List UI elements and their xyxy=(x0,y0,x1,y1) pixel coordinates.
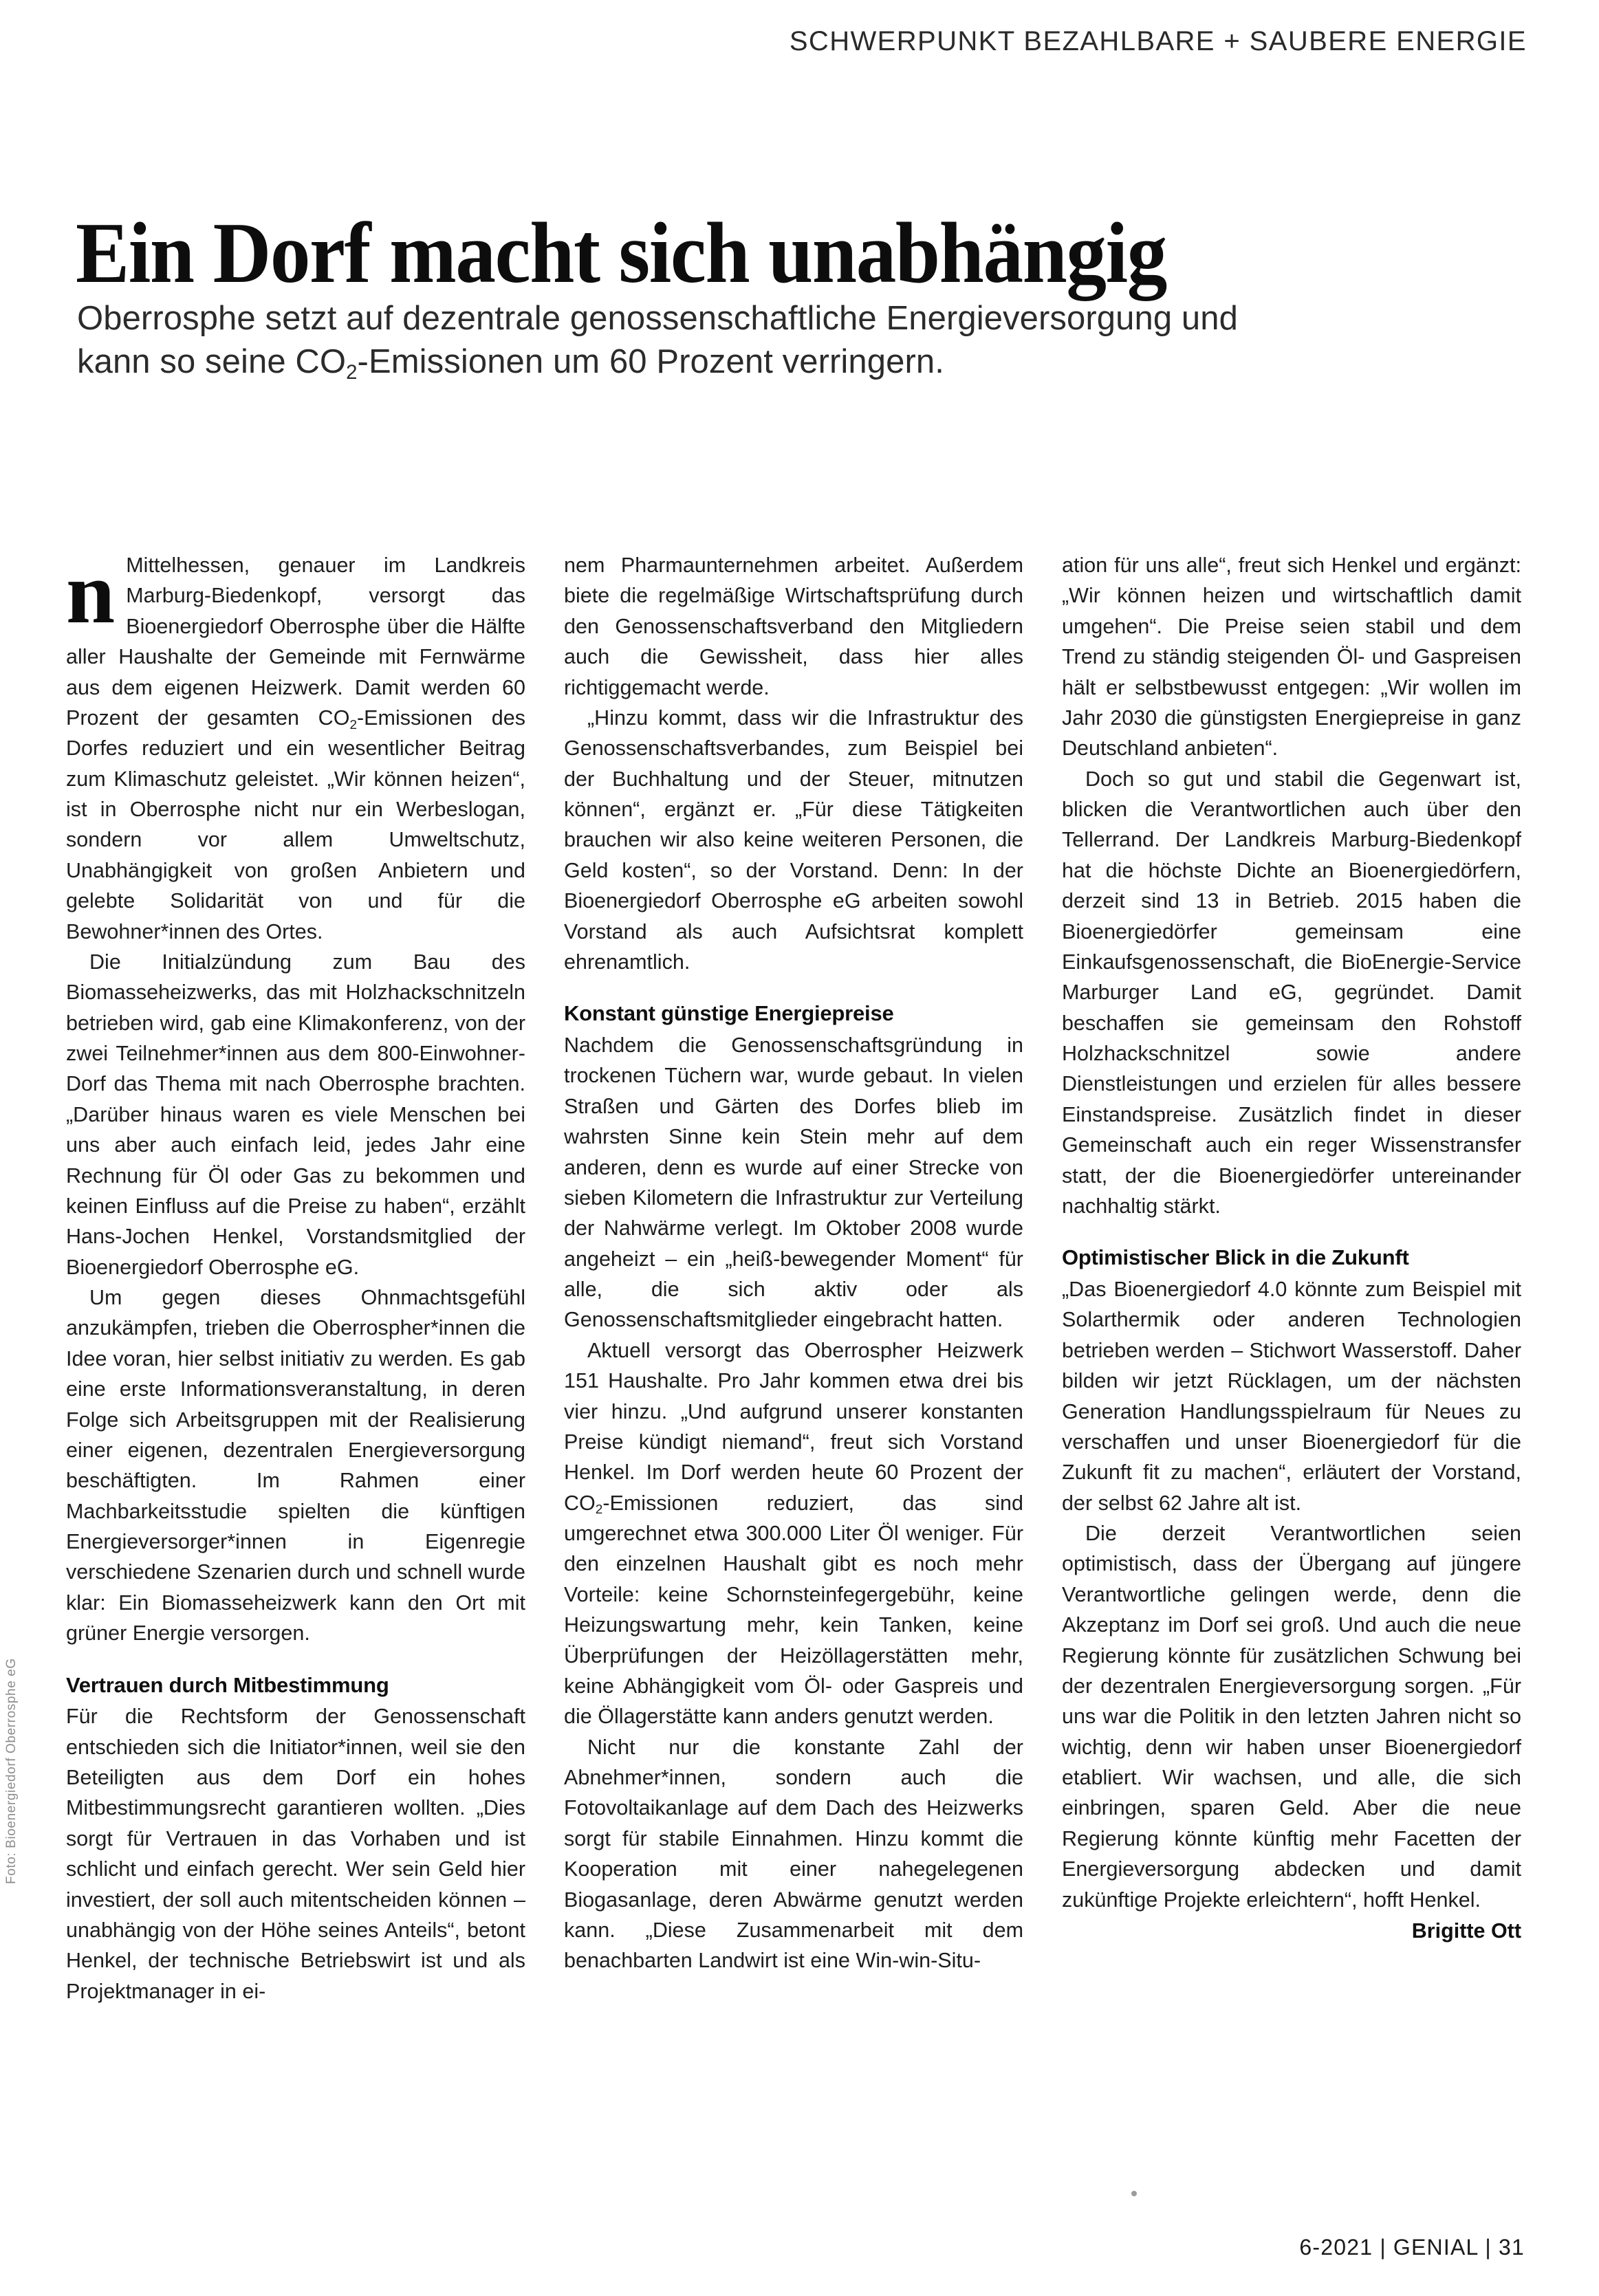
paragraph-text: nMittelhessen, genauer im Landkreis Marburg-Biedenkopf, versorgt das Bioenergiedorf Oberrosphe über die Hälfte aller Haushalte der Gemeinde mit Fernwärme aus dem eigenen Heizwerk. Damit werden 60 Prozent der gesamten CO xyxy=(66,544,525,730)
paragraph: Die derzeit Verantwortlichen seien optimistisch, dass der Übergang auf jüngere Verantwortliche gelingen werde, denn die Akzeptanz im Dorf sei groß. Und auch die neue Regierung könnte für zusätzlichen Schwung bei der dezentralen Energieversorgung sorgen. „Für uns war die Politik in den letzten Jahren nicht so wichtig, denn wir haben unser Bioenergiedorf etabliert. Wir wachsen, und alle, die sich einbringen, sparen Geld. Aber die neue Regierung könnte künftig mehr Facetten der Energieversorgung abdecken und damit zukünftige Projekte erleichtern“, hofft Henkel. xyxy=(1062,1522,1521,1912)
paragraph: Für die Rechtsform der Genossenschaft entschieden sich die Initiator*innen, weil sie den Beteiligten aus dem Dorf ein hohes Mitbestimmungsrecht garantieren wollten. „Dies sorgt für Vertrauen in das Vorhaben und ist schlicht und einfach gerecht. Wer sein Geld hier investiert, der soll auch mitentscheiden können – unabhängig von der Höhe seines Anteils“, betont Henkel, der technische Betriebswirt ist und als Projektmanager in ei- xyxy=(66,1705,525,2003)
section-subheading-energiepreise: Konstant günstige Energiepreise xyxy=(564,1001,894,1026)
paragraph: „Das Bioenergiedorf 4.0 könnte zum Beispiel mit Solarthermik oder anderen Technologien betrieben werden – Stichwort Wasserstoff. Daher bilden wir jetzt Rücklagen, um der nächsten Generation Handlungsspielraum für Neues zu verschaffen und unser Bioenergiedorf für die Zukunft fit zu machen“, erläutert der Vorstand, der selbst 62 Jahre alt ist. xyxy=(1062,1278,1521,1515)
page-folio: 6-2021 | GENIAL | 31 xyxy=(1299,2235,1525,2260)
paragraph-text-continued: -Emissionen des Dorfes reduziert und ein wesentlicher Beitrag zum Klimaschutz geleistet. „Wir können heizen“, ist in Oberrosphe nicht nur ein Werbeslogan, sondern vor allem Umweltschutz, Unabhängigkeit von großen Anbietern und gelebte Solidarität von und für die Bewohner*innen des Ortes. xyxy=(66,706,525,943)
paragraph: Die Initialzündung zum Bau des Biomasseheizwerks, das mit Holzhackschnitzeln betrieben wird, gab eine Klimakonferenz, von der zwei Teilnehmer*innen aus dem 800-Einwohner-Dorf das Thema mit nach Oberrosphe brachten. „Darüber hinaus waren es viele Menschen bei uns aber auch einfach leid, jedes Jahr eine Rechnung für Öl oder Gas zu bekommen und keinen Einfluss auf die Preise zu haben“, erzählt Hans-Jochen Henkel, Vorstandsmitglied der Bioenergiedorf Oberrosphe eG. xyxy=(66,950,525,1279)
printers-mark-icon xyxy=(1131,2191,1137,2196)
body-columns xyxy=(66,544,1523,2132)
text-column-2 xyxy=(564,550,1023,1976)
co2-subscript: 2 xyxy=(346,361,358,384)
deck-line-2-prefix: kann so seine CO xyxy=(77,342,347,380)
paragraph-text-continued: -Emissionen reduziert, das sind umgerechnet etwa 300.000 Liter Öl weniger. Für den einzelnen Haushalt gibt es noch mehr Vorteile: keine Schornsteinfegergebühr, keine Heizungswartung mehr, kein Tanken, keine Überprüfungen der Heizöllagerstätten mehr, keine Abhängigkeit vom Öl- oder Gaspreis und die Öllagerstätte kann anders genutzt werden. xyxy=(564,1491,1023,1729)
author-byline: Brigitte Ott xyxy=(1411,1918,1521,1943)
section-subheading-zukunft: Optimistischer Blick in die Zukunft xyxy=(1062,1245,1409,1270)
text-column-3 xyxy=(1062,550,1521,1943)
paragraph: „Hinzu kommt, dass wir die Infrastruktur des Genossenschaftsverbandes, zum Beispiel bei der Buchhaltung und der Steuer, mitnutzen können“, ergänzt er. „Für diese Tätigkeiten brauchen wir also keine weiteren Personen, die Geld kosten“, so der Vorstand. Denn: In der Bioenergiedorf Oberrosphe eG arbeiten sowohl Vorstand als auch Aufsichtsrat komplett ehrenamtlich. xyxy=(564,706,1023,974)
paragraph: Doch so gut und stabil die Gegenwart ist, blicken die Verantwortlichen auch über den Tellerrand. Der Landkreis Marburg-Biedenkopf hat die höchste Dichte an Bioenergiedörfern, derzeit sind 13 in Betrieb. 2015 haben die Bioenergiedörfer gemeinsam eine Einkaufsgenossenschaft, die BioEnergie-Service Marburger Land eG, gegründet. Damit beschaffen sie gemeinsam den Rohstoff Holzhackschnitzel sowie andere Dienstleistungen und erzielen für alles bessere Einstandspreise. Zusätzlich findet in dieser Gemeinschaft auch ein reger Wissenstransfer statt, der die Bioenergiedörfer untereinander nachhaltig stärkt. xyxy=(1062,767,1521,1218)
deck-line-2-suffix: -Emissionen um 60 Prozent verringern. xyxy=(357,342,944,380)
paragraph: ation für uns alle“, freut sich Henkel und ergänzt: „Wir können heizen und wirtschaftlich damit umgehen“. Die Preise seien stabil und dem Trend zu ständig steigenden Öl- und Gaspreisen hält er selbstbewusst entgegen: „Wir wollen im Jahr 2030 die günstigsten Energiepreise in ganz Deutschland anbieten“. xyxy=(1062,554,1521,761)
co2-subscript: 2 xyxy=(349,717,357,732)
paragraph xyxy=(564,1335,1023,1732)
paragraph: Um gegen dieses Ohnmachtsgefühl anzukämpfen, trieben die Oberrospher*innen die Idee voran, hier selbst initiativ zu werden. Es gab eine erste Informationsveranstaltung, in deren Folge sich Arbeitsgruppen mit der Realisierung einer eigenen, dezentralen Energieversorgung beschäftigten. Im Rahmen einer Machbarkeitsstudie spielten die künftigen Energieversorger*innen in Eigenregie verschiedene Szenarien durch und schnell wurde klar: Ein Biomasseheizwerk kann den Ort mit grüner Energie versorgen. xyxy=(66,1286,525,1646)
paragraph-text: Aktuell versorgt das Oberrospher Heizwerk 151 Haushalte. Pro Jahr kommen etwa drei bis vier hinzu. „Und aufgrund unserer konstanten Preise kündigt niemand“, freut sich Vorstand Henkel. Im Dorf werden heute 60 Prozent der CO xyxy=(564,1338,1023,1515)
paragraph: nem Pharmaunternehmen arbeitet. Außerdem biete die regelmäßige Wirtschaftsprüfung durch den Genossenschaftsverband den Mitgliedern auch die Gewissheit, dass hier alles richtiggemacht werde. xyxy=(564,554,1023,699)
deck-line-1: Oberrosphe setzt auf dezentrale genossenschaftliche Energieversorgung und xyxy=(77,300,1238,337)
article-deck xyxy=(77,297,1315,383)
co2-subscript: 2 xyxy=(595,1502,603,1518)
page-title: Ein Dorf macht sich unabhängig xyxy=(76,206,1166,302)
running-head: SCHWERPUNKT BEZAHLBARE + SAUBERE ENERGIE xyxy=(789,26,1527,56)
paragraph xyxy=(66,544,525,947)
photo-credit: Foto: Bioenergiedorf Oberrosphe eG xyxy=(4,1658,19,1884)
paragraph: Nachdem die Genossenschaftsgründung in trockenen Tüchern war, wurde gebaut. In vielen Straßen und Gärten des Dorfes blieb im wahrsten Sinne kein Stein mehr auf dem anderen, denn es wurde auf einer Strecke von sieben Kilometern die Infrastruktur zur Verteilung der Nahwärme verlegt. Im Oktober 2008 wurde angeheizt – ein „heiß-bewegender Moment“ für alle, die sich aktiv oder als Genossenschaftsmitglieder eingebracht hatten. xyxy=(564,1034,1023,1332)
text-column-1 xyxy=(66,544,525,2007)
paragraph: Nicht nur die konstante Zahl der Abnehmer*innen, sondern auch die Fotovoltaikanlage auf dem Dach des Heizwerks sorgt für stabile Einnahmen. Hinzu kommt die Kooperation mit einer nahegelegenen Biogasanlage, deren Abwärme genutzt werden kann. „Diese Zusammenarbeit mit dem benachbarten Landwirt ist eine Win-win-Situ- xyxy=(564,1735,1023,1973)
section-subheading-vertrauen: Vertrauen durch Mitbestimmung xyxy=(66,1672,389,1697)
